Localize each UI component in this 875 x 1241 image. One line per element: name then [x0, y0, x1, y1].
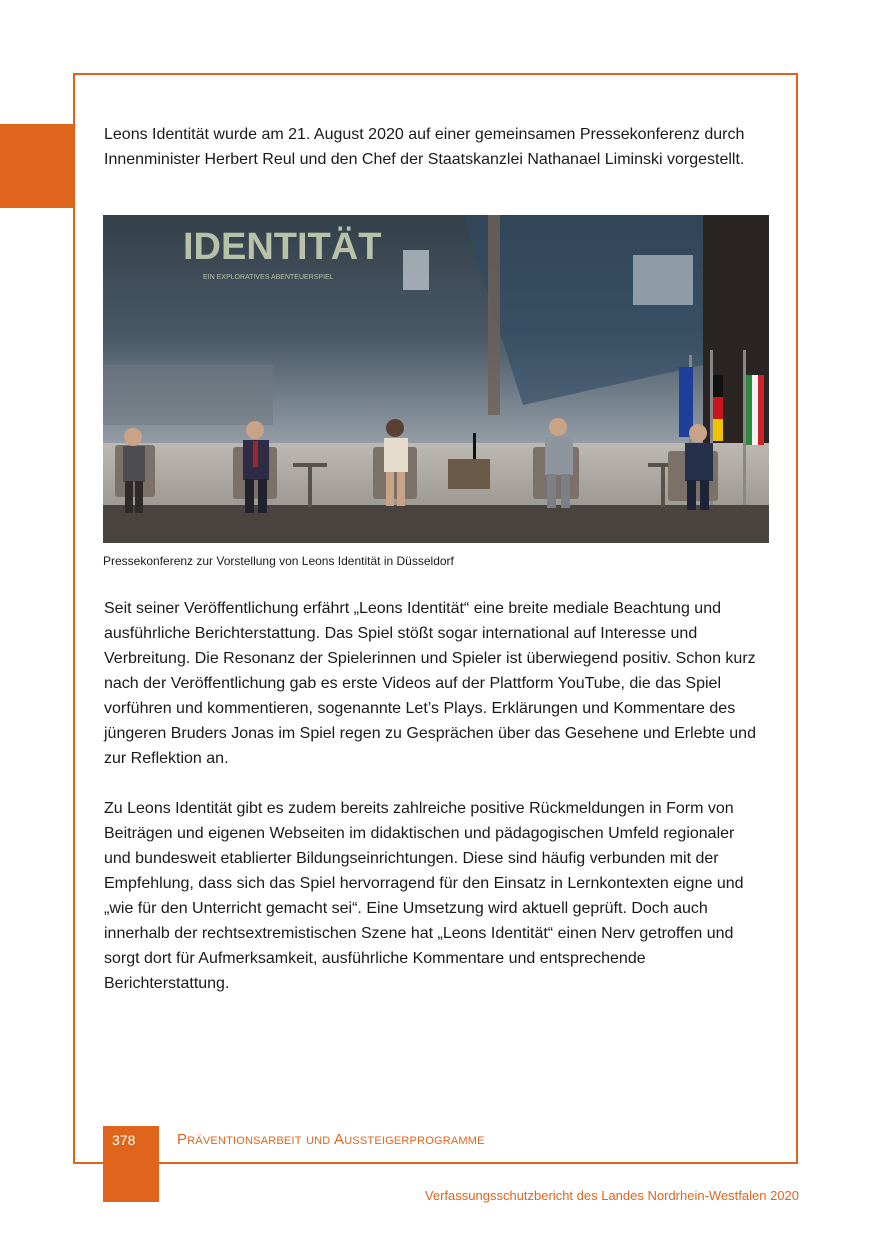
photo-caption: Pressekonferenz zur Vorstellung von Leons Identität in Düsseldorf [103, 554, 454, 568]
paragraph-media-coverage: Seit seiner Veröffentlichung erfährt „Leons Identität“ eine breite mediale Beachtung und ausführliche Berichterstattung. Das Spiel stößt sogar international auf Interesse und Verbreitung. Die Resonanz der Spielerinnen und Spieler ist überwiegend positiv. Schon kurz nach der Veröffentlichung gab es erste Videos auf der Plattform YouTube, die das Spiel vorführen und kommentieren, sogenannte Let’s Plays. Erklärungen und Kommentare des jüngeren Bruders Jonas im Spiel regen zu Gesprächen über das Gesehene und Erlebte und zur Reflektion an. [104, 600, 756, 767]
screen-subtitle: EIN EXPLORATIVES ABENTEUERSPIEL [203, 274, 334, 281]
paragraph-feedback: Zu Leons Identität gibt es zudem bereits zahlreiche positive Rückmeldungen in Form von Beiträgen und eigenen Webseiten im didaktischen und pädagogischen Umfeld regionaler und bundesweit etablierter Bildungseinrichtungen. Diese sind häufig verbunden mit der Empfehlung, dass sich das Spiel hervorragend für den Einsatz in Lernkontexten eigne und „wie für den Unterricht gemacht sei“. Eine Umsetzung wird aktuell geprüft. Doch auch innerhalb der rechtsextremistischen Szene hat „Leons Identität“ einen Nerv getroffen und sorgt dort für Aufmerksamkeit, ausführliche Kommentare und entsprechende Berichterstattung. [104, 800, 744, 992]
intro-paragraph: Leons Identität wurde am 21. August 2020 auf einer gemeinsamen Pressekonferenz durch Innenminister Herbert Reul und den Chef der Staatskanzlei Nathanael Liminski vorgestellt. [104, 126, 745, 168]
press-conference-photo [103, 215, 769, 543]
page-number: 378 [112, 1132, 136, 1148]
side-accent-tab [0, 124, 74, 208]
report-footer: Verfassungsschutzbericht des Landes Nordrhein-Westfalen 2020 [424, 1188, 799, 1203]
screen-title: IDENTITÄT [183, 226, 382, 268]
running-section-title: Präventionsarbeit und Aussteigerprogramme [177, 1131, 485, 1148]
